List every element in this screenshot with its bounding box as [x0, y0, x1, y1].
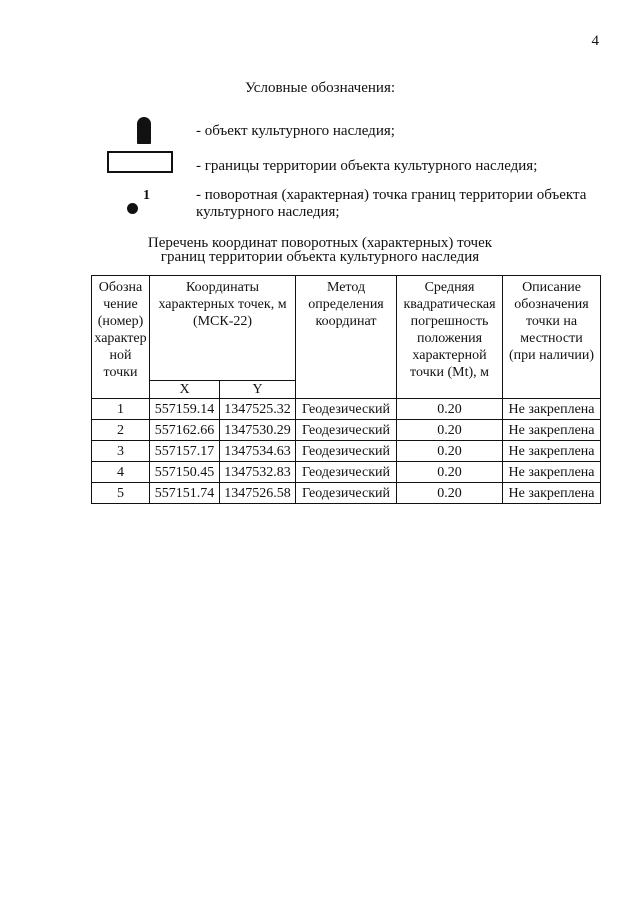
table-row: [92, 420, 601, 441]
legend-title: Условные обозначения:: [244, 80, 396, 96]
header-error: Средняя квадратическая погрешность положения характерной точки (Mt), м: [397, 276, 503, 399]
cell-error: 0.20: [397, 483, 503, 504]
cell-x: 557151.74: [150, 483, 220, 504]
legend-item-heritage: - объект культурного наследия;: [196, 123, 395, 139]
table-row: [92, 399, 601, 420]
legend-item-boundary: - границы территории объекта культурного наследия;: [196, 158, 538, 174]
header-designation: Обозна чение (номер) характер ной точки: [92, 276, 150, 399]
cell-x: 557150.45: [150, 462, 220, 483]
cell-description: Не закреплена: [503, 399, 601, 420]
cell-error: 0.20: [397, 441, 503, 462]
legend-item-turning-point-line2: культурного наследия;: [196, 204, 340, 220]
cell-method: Геодезический: [296, 462, 397, 483]
legend-item-turning-point: [196, 187, 586, 221]
cell-error: 0.20: [397, 420, 503, 441]
cell-x: 557157.17: [150, 441, 220, 462]
legend-item-turning-point-line1: - поворотная (характерная) точка границ территории объекта: [196, 187, 587, 203]
turning-point-label: 1: [143, 188, 150, 203]
table-title-line2: границ территории объекта культурного наследия: [160, 249, 480, 265]
cell-method: Геодезический: [296, 441, 397, 462]
header-coordinates: Координаты характерных точек, м (МСК-22): [150, 276, 296, 381]
cell-error: 0.20: [397, 399, 503, 420]
cell-number: 2: [92, 420, 150, 441]
table-row: [92, 483, 601, 504]
header-description: Описание обозначения точки на местности (при наличии): [503, 276, 601, 399]
cell-error: 0.20: [397, 462, 503, 483]
cell-description: Не закреплена: [503, 462, 601, 483]
cell-number: 1: [92, 399, 150, 420]
page-number: 4: [591, 33, 599, 49]
cell-description: Не закреплена: [503, 483, 601, 504]
table-title-line1: Перечень координат поворотных (характерных) точек: [147, 235, 493, 251]
cell-description: Не закреплена: [503, 441, 601, 462]
cell-y: 1347526.58: [220, 483, 296, 504]
cell-y: 1347534.63: [220, 441, 296, 462]
table-row: [92, 462, 601, 483]
coordinates-table: [91, 275, 601, 504]
cell-description: Не закреплена: [503, 420, 601, 441]
cell-x: 557162.66: [150, 420, 220, 441]
cell-method: Геодезический: [296, 420, 397, 441]
header-x: X: [150, 381, 220, 399]
cell-y: 1347532.83: [220, 462, 296, 483]
cell-y: 1347530.29: [220, 420, 296, 441]
cell-method: Геодезический: [296, 399, 397, 420]
heritage-object-icon: [137, 117, 151, 144]
boundary-rectangle-icon: [107, 151, 173, 173]
turning-point-icon: [127, 203, 138, 214]
cell-number: 3: [92, 441, 150, 462]
cell-method: Геодезический: [296, 483, 397, 504]
cell-x: 557159.14: [150, 399, 220, 420]
cell-y: 1347525.32: [220, 399, 296, 420]
table-title: [0, 236, 640, 264]
cell-number: 4: [92, 462, 150, 483]
header-y: Y: [220, 381, 296, 399]
header-method: Метод определения координат: [296, 276, 397, 399]
table-row: [92, 441, 601, 462]
cell-number: 5: [92, 483, 150, 504]
